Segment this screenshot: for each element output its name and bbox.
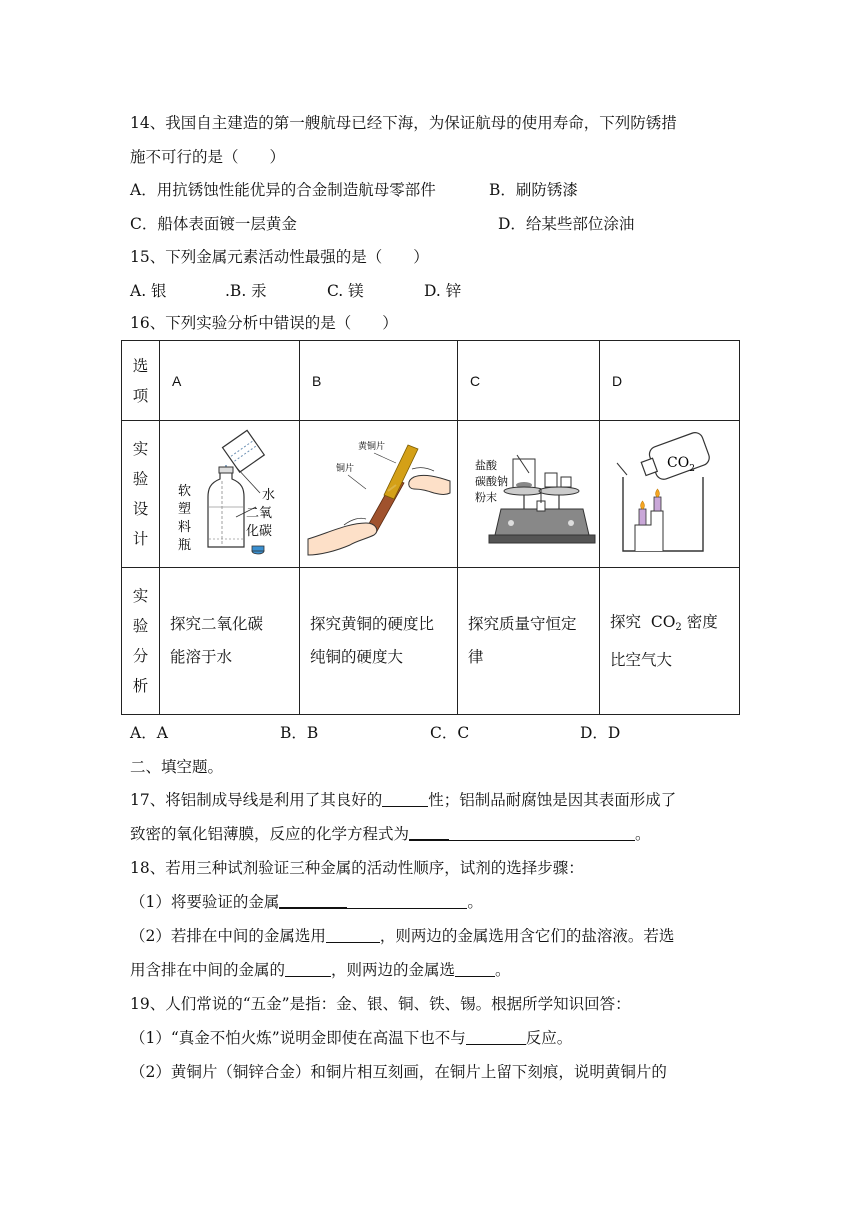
svg-text:二氧: 二氧 — [245, 506, 272, 521]
q14-option-a: A．用抗锈蚀性能优异的合金制造航母零部件 — [130, 181, 436, 199]
q18-blank-1a[interactable] — [279, 891, 347, 909]
svg-text:料: 料 — [177, 520, 191, 535]
col-header-c: C — [458, 341, 600, 421]
q16-option-a: A．A — [130, 724, 168, 742]
q17-line2: 致密的氧化铝薄膜，反应的化学方程式为 。 — [130, 825, 651, 843]
svg-text:粉末: 粉末 — [474, 491, 497, 504]
q14-stem-line2: 施不可行的是（ ） — [130, 148, 286, 166]
q15-option-a: A. 银 — [130, 282, 167, 300]
svg-text:瓶: 瓶 — [177, 538, 191, 553]
q18-step1: （1）将要验证的金属 。 — [130, 893, 483, 911]
q19-stem: 19、人们常说的“五金”是指：金、银、铜、铁、锡。根据所学知识回答： — [130, 995, 631, 1013]
co2-candle-figure — [605, 429, 735, 559]
q18-blank-4[interactable] — [455, 960, 495, 977]
col-header-d: D — [600, 341, 740, 421]
col-header-a: A — [160, 341, 300, 421]
q15-option-b: .B. 汞 — [225, 282, 267, 300]
q14-stem-line1: 14、我国自主建造的第一艘航母已经下海，为保证航母的使用寿命，下列防锈措 — [130, 114, 677, 132]
q15-stem: 15、下列金属元素活动性最强的是（ ） — [130, 248, 429, 266]
q19-blank-1[interactable] — [466, 1028, 526, 1045]
balance-experiment-figure — [461, 429, 597, 559]
q19-sub2: （2）黄铜片（铜锌合金）和铜片相互刻画，在铜片上留下刻痕，说明黄铜片的 — [130, 1063, 667, 1081]
q17-blank-2a[interactable] — [409, 823, 449, 841]
table-design-row — [122, 421, 740, 568]
figure-d-cell — [600, 421, 740, 568]
section-title-fill-blank: 二、填空题。 — [130, 758, 224, 776]
figure-c-cell — [458, 421, 600, 568]
q15-option-d: D. 锌 — [424, 282, 462, 300]
row-head-design: 实 验 设 计 — [122, 421, 160, 568]
label-acid: 盐酸 — [474, 459, 497, 472]
scratch-experiment-figure — [304, 429, 454, 559]
analysis-b: 探究黄铜的硬度比 纯铜的硬度大 — [300, 568, 458, 715]
q18-step2: （2）若排在中间的金属选用 ，则两边的金属选用含它们的盐溶液。若选 — [130, 927, 675, 945]
label-copper: 铜片 — [335, 464, 354, 474]
table-header-row — [122, 341, 740, 421]
q17-line1: 17、将铝制成导线是利用了其良好的 性；铝制品耐腐蚀是因其表面形成了 — [130, 791, 677, 809]
q18-blank-3[interactable] — [285, 960, 331, 977]
row-head-option: 选 项 — [122, 341, 160, 421]
table-analysis-row — [122, 568, 740, 715]
q16-option-d: D．D — [580, 724, 621, 742]
label-brass: 黄铜片 — [357, 442, 385, 452]
q18-blank-2[interactable] — [326, 926, 380, 943]
q16-option-b: B．B — [280, 724, 319, 742]
q17-blank-2b[interactable] — [449, 824, 635, 841]
q18-blank-1b[interactable] — [347, 892, 467, 909]
svg-text:塑: 塑 — [177, 502, 191, 517]
q18-step3: 用含排在中间的金属的 ，则两边的金属选 。 — [130, 961, 511, 979]
bottle-experiment-figure — [170, 429, 290, 559]
row-head-analysis: 实 验 分 析 — [122, 568, 160, 715]
analysis-d: 探究 CO2 密度 比空气大 — [600, 568, 740, 715]
q16-option-c: C．C — [430, 724, 470, 742]
figure-a-cell — [160, 421, 300, 568]
q17-blank-1[interactable] — [382, 790, 428, 807]
label-water: 水 — [261, 488, 275, 503]
q16-stem: 16、下列实验分析中错误的是（ ） — [130, 314, 398, 332]
q14-option-d: D．给某些部位涂油 — [498, 215, 635, 233]
q19-sub1: （1）“真金不怕火炼”说明金即使在高温下也不与 反应。 — [130, 1029, 573, 1047]
q15-option-c: C. 镁 — [327, 282, 364, 300]
label-soda: 碳酸钠 — [474, 475, 508, 488]
svg-text:化碳: 化碳 — [245, 524, 272, 539]
figure-b-cell — [300, 421, 458, 568]
label-co2: $CO_2$ — [666, 455, 695, 474]
q18-stem: 18、若用三种试剂验证三种金属的活动性顺序，试剂的选择步骤： — [130, 859, 584, 877]
analysis-a: 探究二氧化碳 能溶于水 — [160, 568, 300, 715]
analysis-c: 探究质量守恒定 律 — [458, 568, 600, 715]
col-header-b: B — [300, 341, 458, 421]
svg-text:软: 软 — [177, 484, 191, 499]
experiment-table — [121, 340, 740, 715]
q14-option-c: C．船体表面镀一层黄金 — [130, 215, 297, 233]
q14-option-b: B．刷防锈漆 — [489, 181, 578, 199]
